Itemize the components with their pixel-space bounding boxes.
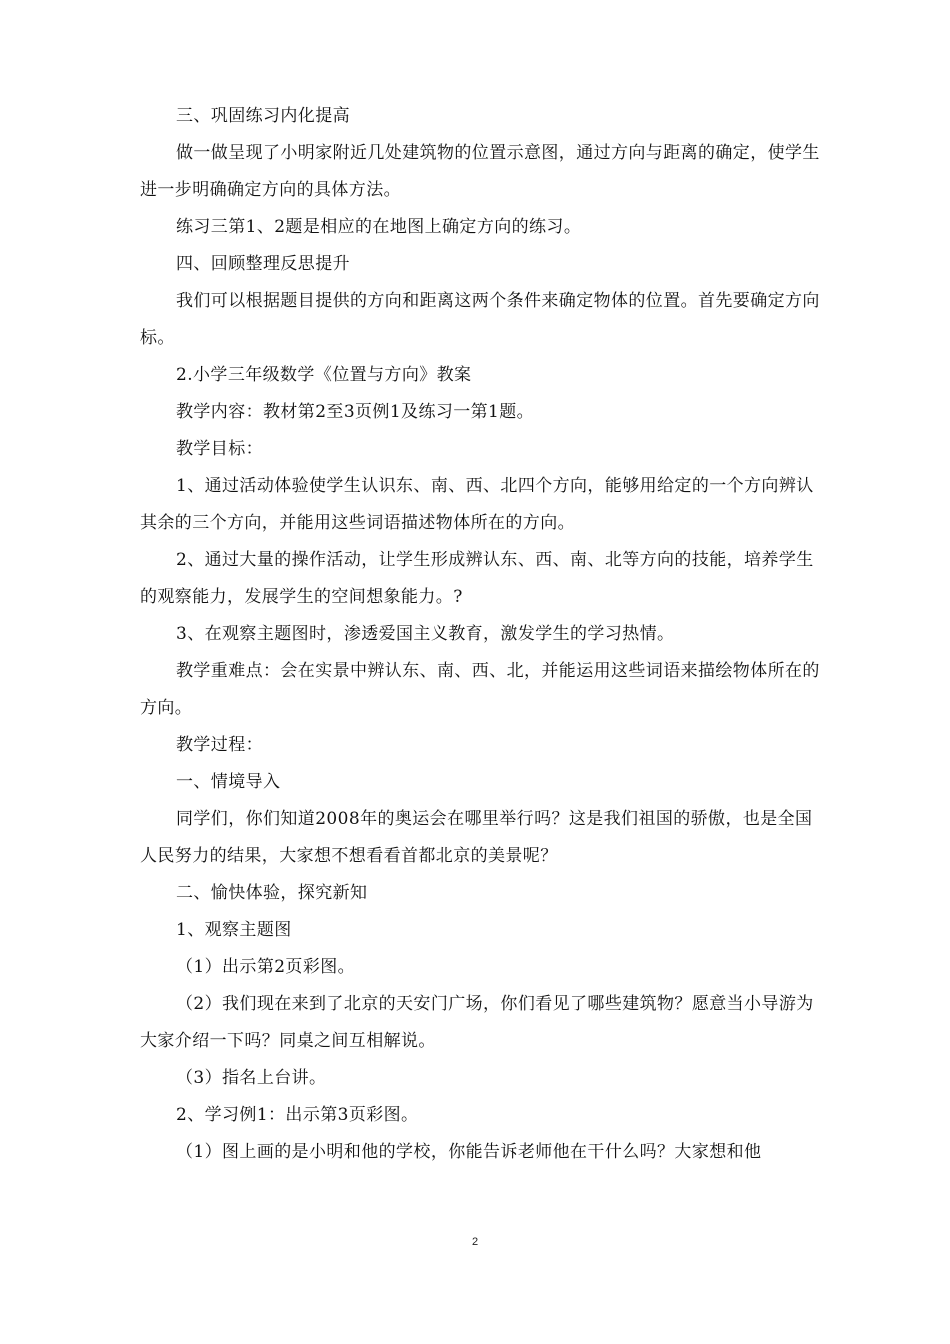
paragraph: 教学重难点：会在实景中辨认东、南、西、北，并能运用这些词语来描绘物体所在的方向。	[140, 661, 820, 718]
list-item: （1）出示第2页彩图。	[176, 957, 356, 977]
paragraph: 教学内容：教材第2至3页例1及练习一第1题。	[176, 402, 535, 422]
list-item: 3、在观察主题图时，渗透爱国主义教育，激发学生的学习热情。	[176, 624, 675, 644]
paragraph: 我们可以根据题目提供的方向和距离这两个条件来确定物体的位置。首先要确定方向标。	[140, 291, 820, 348]
document-body	[140, 98, 820, 1171]
section-heading: 一、情境导入	[176, 772, 281, 792]
document-title: 2.小学三年级数学《位置与方向》教案	[176, 365, 472, 385]
paragraph: 做一做呈现了小明家附近几处建筑物的位置示意图，通过方向与距离的确定，使学生进一步明确确定方向的具体方法。	[140, 143, 820, 200]
section-heading: 四、回顾整理反思提升	[176, 254, 350, 274]
paragraph: 练习三第1、2题是相应的在地图上确定方向的练习。	[176, 217, 582, 237]
list-item: 1、通过活动体验使学生认识东、南、西、北四个方向，能够用给定的一个方向辨认其余的三个方向，并能用这些词语描述物体所在的方向。	[140, 476, 814, 533]
section-heading: 二、愉快体验，探究新知	[176, 883, 368, 903]
list-item: （1）图上画的是小明和他的学校，你能告诉老师他在干什么吗？大家想和他	[176, 1142, 762, 1162]
paragraph: 教学目标：	[176, 439, 263, 459]
list-item: 2、学习例1：出示第3页彩图。	[176, 1105, 419, 1125]
section-heading: 三、巩固练习内化提高	[176, 106, 350, 126]
list-item: 1、观察主题图	[176, 920, 292, 940]
list-item: （3）指名上台讲。	[176, 1068, 327, 1088]
paragraph: 教学过程：	[176, 735, 263, 755]
page-number: 2	[471, 1236, 479, 1248]
paragraph: 同学们，你们知道2008年的奥运会在哪里举行吗？这是我们祖国的骄傲，也是全国人民努力的结果，大家想不想看看首都北京的美景呢？	[140, 809, 813, 866]
list-item: （2）我们现在来到了北京的天安门广场，你们看见了哪些建筑物？愿意当小导游为大家介绍一下吗？同桌之间互相解说。	[140, 994, 814, 1051]
list-item: 2、通过大量的操作活动，让学生形成辨认东、西、南、北等方向的技能，培养学生的观察能力，发展学生的空间想象能力。?	[140, 550, 814, 607]
